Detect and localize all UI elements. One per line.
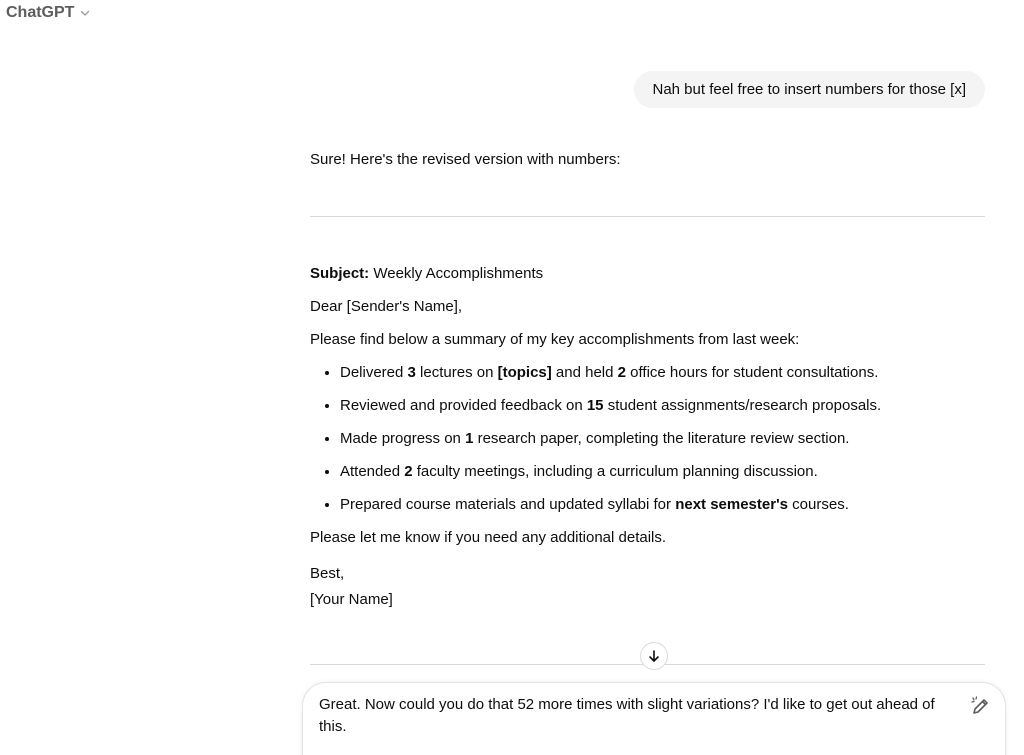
emphasis-text: next semester's <box>675 496 788 513</box>
list-item-text: Attended <box>340 463 405 480</box>
signature-block <box>310 561 985 613</box>
list-item-text: Made progress on <box>340 430 466 447</box>
signature: [Your Name] <box>310 591 393 608</box>
arrow-down-icon <box>647 649 661 663</box>
emphasis-text: 2 <box>617 364 626 381</box>
emphasis-text: [topics] <box>497 364 552 381</box>
emphasis-text: 15 <box>586 397 604 414</box>
list-item-text: Prepared course materials and updated syllabi for <box>340 496 676 513</box>
list-item <box>340 462 985 482</box>
closing-request: Please let me know if you need any additional details. <box>310 529 667 546</box>
list-item <box>340 396 985 416</box>
list-item-text: research paper, completing the literature review section. <box>473 430 850 447</box>
message-composer[interactable] <box>302 682 1006 755</box>
lead-text: Please find below a summary of my key accomplishments from last week: <box>310 331 800 348</box>
divider <box>310 216 985 217</box>
emphasis-text: 3 <box>407 364 416 381</box>
accomplishment-list <box>310 363 985 515</box>
assistant-intro: Sure! Here's the revised version with numbers: <box>310 151 621 168</box>
chevron-down-icon <box>80 8 90 18</box>
subject-line <box>310 264 985 284</box>
edit-pencil-icon[interactable] <box>969 694 993 718</box>
list-item <box>340 429 985 449</box>
subject-text: Weekly Accomplishments <box>369 265 544 282</box>
list-item-text: office hours for student consultations. <box>626 364 879 381</box>
list-item <box>340 495 985 515</box>
list-item-text: courses. <box>788 496 849 513</box>
model-name: ChatGPT <box>6 4 75 21</box>
list-item-text: lectures on <box>415 364 498 381</box>
signoff: Best, <box>310 565 345 582</box>
assistant-letter <box>310 264 985 613</box>
list-item-text: and held <box>551 364 618 381</box>
list-item <box>340 363 985 383</box>
model-switcher[interactable] <box>6 4 90 22</box>
list-item-text: faculty meetings, including a curriculum planning discussion. <box>412 463 818 480</box>
composer-input[interactable]: Great. Now could you do that 52 more times with slight variations? I'd like to get out ahead of this. <box>319 696 935 735</box>
subject-label: Subject: <box>310 265 370 282</box>
list-item-text: Delivered <box>340 364 408 381</box>
list-item-text: Reviewed and provided feedback on <box>340 397 587 414</box>
user-message: Nah but feel free to insert numbers for those [x] <box>634 71 986 108</box>
greeting: Dear [Sender's Name], <box>310 298 463 315</box>
scroll-to-bottom-button[interactable] <box>640 642 668 670</box>
list-item-text: student assignments/research proposals. <box>603 397 882 414</box>
emphasis-text: 2 <box>404 463 413 480</box>
emphasis-text: 1 <box>465 430 474 447</box>
